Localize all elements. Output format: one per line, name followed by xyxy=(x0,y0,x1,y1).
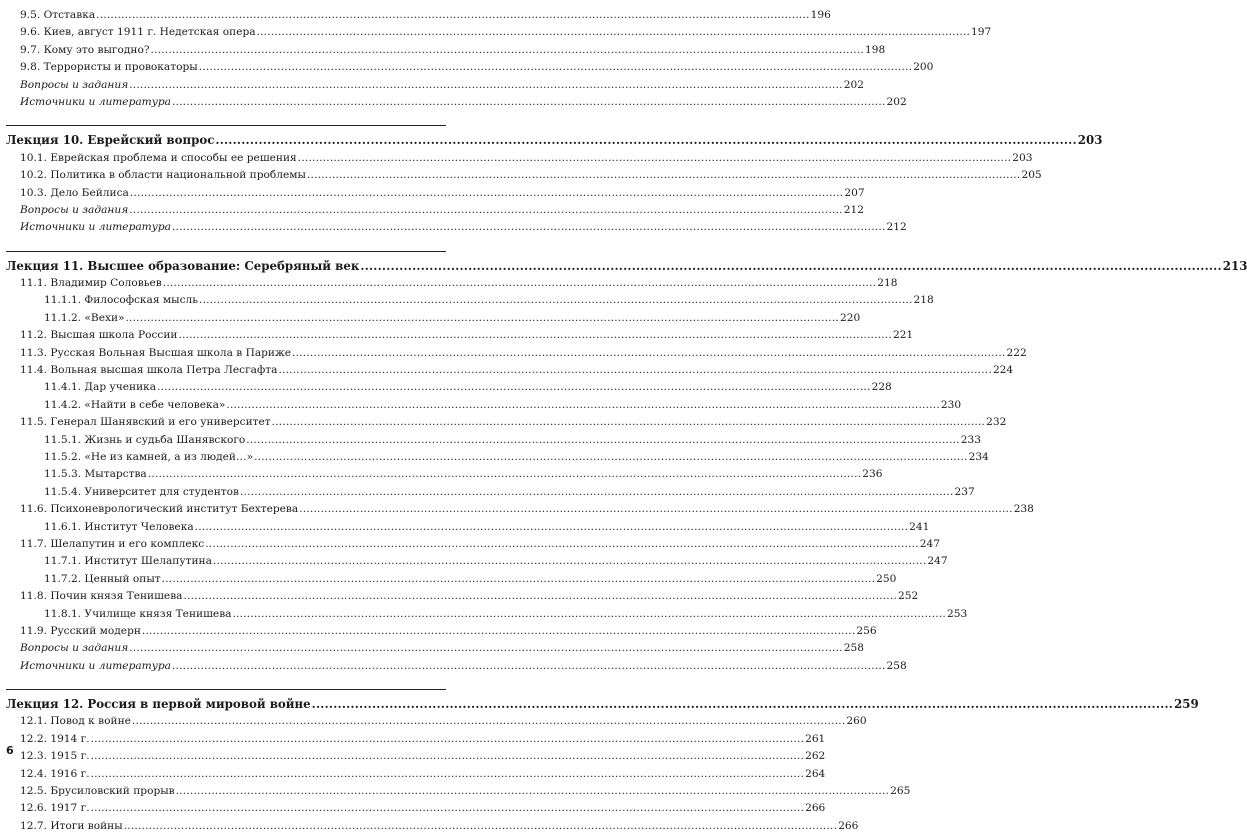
section-divider xyxy=(6,237,446,252)
dot-leader xyxy=(91,748,805,765)
toc-entry-title: Источники и литература xyxy=(20,221,171,234)
toc-entry-title: 11.3. Русская Вольная Высшая школа в Париже xyxy=(20,346,291,359)
dot-leader xyxy=(176,783,890,800)
toc-entry-title: 11.5. Генерал Шанявский и его университет xyxy=(20,416,271,429)
dot-leader xyxy=(205,536,919,553)
toc-entry-page: 247 xyxy=(927,555,948,568)
toc-entry-page: 258 xyxy=(843,642,864,655)
toc-entry[interactable] xyxy=(6,94,907,111)
toc-entry-page: 238 xyxy=(1013,503,1034,516)
toc-entry-title: Источники и литература xyxy=(20,95,171,108)
toc-entry-title: Лекция 10. Еврейский вопрос xyxy=(6,133,215,148)
toc-entry[interactable] xyxy=(6,202,864,219)
toc-entry-page: 221 xyxy=(892,329,914,342)
toc-entry[interactable] xyxy=(6,432,982,449)
dot-leader xyxy=(129,77,843,94)
toc-entry-page: 203 xyxy=(1012,151,1033,164)
dot-leader xyxy=(312,696,1173,713)
toc-entry[interactable] xyxy=(6,748,826,765)
toc-entry[interactable] xyxy=(6,449,989,466)
dot-leader xyxy=(157,379,871,396)
toc-entry-page: 256 xyxy=(856,624,877,637)
dot-leader xyxy=(162,571,876,588)
toc-entry-page: 260 xyxy=(846,715,867,728)
toc-entry-page: 266 xyxy=(838,819,859,832)
toc-entry-page: 218 xyxy=(913,294,934,307)
toc-entry-title: 11.4. Вольная высшая школа Петра Лесгафта xyxy=(20,364,278,377)
toc-entry[interactable] xyxy=(6,658,907,675)
toc-entry[interactable] xyxy=(6,7,831,24)
toc-entry-title: 11.7. Шелапутин и его комплекс xyxy=(20,537,205,550)
toc-entry[interactable] xyxy=(6,167,1042,184)
toc-entry[interactable] xyxy=(6,24,992,41)
toc-entry-title: Лекция 12. Россия в первой мировой войне xyxy=(6,697,311,712)
toc-entry-title: Лекция 11. Высшее образование: Серебряный век xyxy=(6,258,360,273)
toc-entry-title: 11.8. Почин князя Тенишева xyxy=(20,590,183,603)
toc-entry-page: 213 xyxy=(1222,258,1247,273)
toc-entry-page: 261 xyxy=(805,732,826,745)
toc-entry-page: 197 xyxy=(971,26,992,39)
toc-entry-page: 196 xyxy=(810,9,831,21)
toc-entry-page: 247 xyxy=(919,537,940,550)
toc-entry-title: 12.5. Брусиловский прорыв xyxy=(20,785,175,798)
toc-entry-page: 207 xyxy=(844,186,865,199)
toc-entry-page: 265 xyxy=(890,785,911,798)
dot-leader xyxy=(246,432,960,449)
toc-entry-page: 236 xyxy=(862,468,883,481)
toc-entry-title: 11.1. Владимир Соловьев xyxy=(20,277,162,290)
toc-entry-title: 11.8.1. Училище князя Тенишева xyxy=(44,607,232,620)
toc-entry[interactable] xyxy=(6,640,864,657)
toc-entry[interactable] xyxy=(6,310,861,327)
toc-entry-title: 11.2. Высшая школа России xyxy=(20,329,178,342)
dot-leader xyxy=(278,362,992,379)
toc-entry-title: 10.2. Политика в области национальной проблемы xyxy=(20,169,306,182)
dot-leader xyxy=(91,731,805,748)
toc-entry-title: 10.1. Еврейская проблема и способы ее решения xyxy=(20,151,297,164)
toc-entry[interactable] xyxy=(6,766,826,783)
dot-leader xyxy=(199,292,913,309)
dot-leader xyxy=(195,519,909,536)
toc-entry[interactable] xyxy=(6,783,911,800)
toc-entry-title: 12.1. Повод к войне xyxy=(20,715,131,728)
toc-entry[interactable] xyxy=(6,379,892,396)
toc-entry-page: 259 xyxy=(1174,697,1199,712)
dot-leader xyxy=(257,24,971,41)
dot-leader xyxy=(142,623,856,640)
toc-lecture-heading[interactable] xyxy=(6,258,1247,275)
toc-entry[interactable] xyxy=(6,77,864,94)
toc-entry-page: 230 xyxy=(940,398,962,411)
dot-leader xyxy=(91,766,805,783)
toc-entry-page: 222 xyxy=(1006,346,1027,359)
toc-entry-title: 9.5. Отставка xyxy=(20,9,96,21)
toc-entry-page: 266 xyxy=(805,802,826,815)
dot-leader xyxy=(292,345,1006,362)
toc-section xyxy=(6,132,1103,236)
toc-entry-title: 11.6.1. Институт Человека xyxy=(44,520,194,533)
dot-leader xyxy=(96,7,810,24)
dot-leader xyxy=(172,94,886,111)
toc-entry[interactable] xyxy=(6,292,934,309)
dot-leader xyxy=(130,185,844,202)
dot-leader xyxy=(178,327,892,344)
toc-entry-page: 218 xyxy=(877,277,898,290)
toc-entry-title: Вопросы и задания xyxy=(20,642,129,655)
toc-entry-page: 253 xyxy=(946,607,968,620)
toc-entry-title: 10.3. Дело Бейлиса xyxy=(20,186,129,199)
toc-entry[interactable] xyxy=(6,484,975,501)
toc-entry[interactable] xyxy=(6,519,930,536)
dot-leader xyxy=(307,167,1021,184)
toc-entry[interactable] xyxy=(6,42,886,59)
toc-entry-page: 202 xyxy=(843,78,864,91)
toc-entry-title: 12.3. 1915 г. xyxy=(20,750,90,763)
dot-leader xyxy=(232,606,946,623)
toc-entry-title: 9.6. Киев, август 1911 г. Недетская опера xyxy=(20,26,256,39)
toc-entry-title: 11.4.2. «Найти в себе человека» xyxy=(44,398,226,411)
toc-entry[interactable] xyxy=(6,818,859,835)
toc-entry-title: 11.9. Русский модерн xyxy=(20,624,141,637)
toc-entry-title: 11.1.1. Философская мысль xyxy=(44,294,199,307)
dot-leader xyxy=(151,42,865,59)
toc-entry-title: 12.6. 1917 г. xyxy=(20,802,90,815)
toc-entry[interactable] xyxy=(6,150,1033,167)
toc-entry[interactable] xyxy=(6,588,919,605)
toc-entry-page: 224 xyxy=(992,364,1014,377)
toc-entry-page: 264 xyxy=(805,767,826,780)
dot-leader xyxy=(254,449,968,466)
toc-entry-title: 11.5.4. Университет для студентов xyxy=(44,485,239,498)
toc-entry[interactable] xyxy=(6,571,897,588)
toc-entry[interactable] xyxy=(6,59,934,76)
dot-leader xyxy=(91,800,805,817)
dot-leader xyxy=(199,59,913,76)
toc-lecture-heading[interactable] xyxy=(6,132,1103,149)
toc-entry-page: 241 xyxy=(909,520,930,533)
toc-entry[interactable] xyxy=(6,219,907,236)
dot-leader xyxy=(124,818,838,835)
toc-entry[interactable] xyxy=(6,606,968,623)
dot-leader xyxy=(163,275,877,292)
toc-entry-page: 250 xyxy=(876,572,897,585)
dot-leader xyxy=(360,258,1221,275)
toc-entry-page: 252 xyxy=(897,590,919,603)
toc-entry-page: 237 xyxy=(954,485,975,498)
dot-leader xyxy=(129,640,843,657)
toc-entry-title: 11.5.1. Жизнь и судьба Шанявского xyxy=(44,433,246,446)
toc-entry-title: 9.7. Кому это выгодно? xyxy=(20,43,150,56)
toc-entry-title: Источники и литература xyxy=(20,659,171,672)
dot-leader xyxy=(132,713,846,730)
section-divider xyxy=(6,675,446,690)
toc-entry[interactable] xyxy=(6,800,826,817)
toc-entry-page: 258 xyxy=(886,659,907,672)
dot-leader xyxy=(226,397,940,414)
toc-entry-page: 202 xyxy=(886,95,907,108)
toc-entry-page: 220 xyxy=(839,311,861,324)
toc-entry-title: 11.7.2. Ценный опыт xyxy=(44,572,161,585)
toc-entry[interactable] xyxy=(6,275,898,292)
toc-section xyxy=(6,7,992,111)
toc-entry[interactable] xyxy=(6,414,1007,431)
toc-entry[interactable] xyxy=(6,185,865,202)
toc-entry-page: 200 xyxy=(913,61,934,74)
dot-leader xyxy=(125,310,839,327)
toc-entry-page: 234 xyxy=(968,450,989,463)
toc-entry-title: Вопросы и задания xyxy=(20,78,129,91)
dot-leader xyxy=(272,414,986,431)
section-divider xyxy=(6,111,446,126)
toc-entry-page: 212 xyxy=(886,221,907,234)
toc-entry[interactable] xyxy=(6,362,1014,379)
table-of-contents xyxy=(6,7,1247,835)
toc-entry-title: 11.5.2. «Не из камней, а из людей…» xyxy=(44,450,254,463)
toc-entry-title: 12.2. 1914 г. xyxy=(20,732,90,745)
toc-section xyxy=(6,258,1247,675)
dot-leader xyxy=(148,466,862,483)
toc-entry[interactable] xyxy=(6,397,962,414)
toc-entry-title: Вопросы и задания xyxy=(20,203,129,216)
dot-leader xyxy=(299,501,1013,518)
toc-entry-title: 11.5.3. Мытарства xyxy=(44,468,147,481)
toc-entry[interactable] xyxy=(6,327,914,344)
toc-entry-page: 233 xyxy=(960,433,982,446)
toc-entry-title: 12.7. Итоги войны xyxy=(20,819,123,832)
toc-entry[interactable] xyxy=(6,536,940,553)
toc-entry-title: 11.6. Психоневрологический институт Бехтерева xyxy=(20,503,299,516)
toc-entry-title: 11.4.1. Дар ученика xyxy=(44,381,157,394)
dot-leader xyxy=(172,219,886,236)
toc-entry-page: 198 xyxy=(865,43,886,56)
dot-leader xyxy=(298,150,1012,167)
page-number: 6 xyxy=(6,744,14,757)
toc-entry-page: 228 xyxy=(871,381,892,394)
toc-entry[interactable] xyxy=(6,553,948,570)
toc-entry[interactable] xyxy=(6,713,867,730)
toc-entry[interactable] xyxy=(6,623,877,640)
toc-entry[interactable] xyxy=(6,466,883,483)
toc-entry-title: 11.1.2. «Вехи» xyxy=(44,311,125,324)
toc-entry-page: 205 xyxy=(1021,169,1042,182)
toc-entry-page: 212 xyxy=(843,203,864,216)
toc-lecture-heading[interactable] xyxy=(6,696,1199,713)
dot-leader xyxy=(172,658,886,675)
toc-entry-title: 12.4. 1916 г. xyxy=(20,767,90,780)
dot-leader xyxy=(129,202,843,219)
toc-entry-page: 262 xyxy=(805,750,826,763)
toc-entry[interactable] xyxy=(6,731,826,748)
dot-leader xyxy=(213,553,927,570)
dot-leader xyxy=(183,588,897,605)
toc-entry-page: 203 xyxy=(1077,133,1103,148)
toc-entry-title: 9.8. Террористы и провокаторы xyxy=(20,61,198,74)
toc-entry[interactable] xyxy=(6,501,1034,518)
dot-leader xyxy=(240,484,954,501)
dot-leader xyxy=(215,132,1076,149)
toc-entry[interactable] xyxy=(6,345,1027,362)
toc-entry-page: 232 xyxy=(986,416,1007,429)
toc-section xyxy=(6,696,1199,835)
toc-entry-title: 11.7.1. Институт Шелапутина xyxy=(44,555,212,568)
